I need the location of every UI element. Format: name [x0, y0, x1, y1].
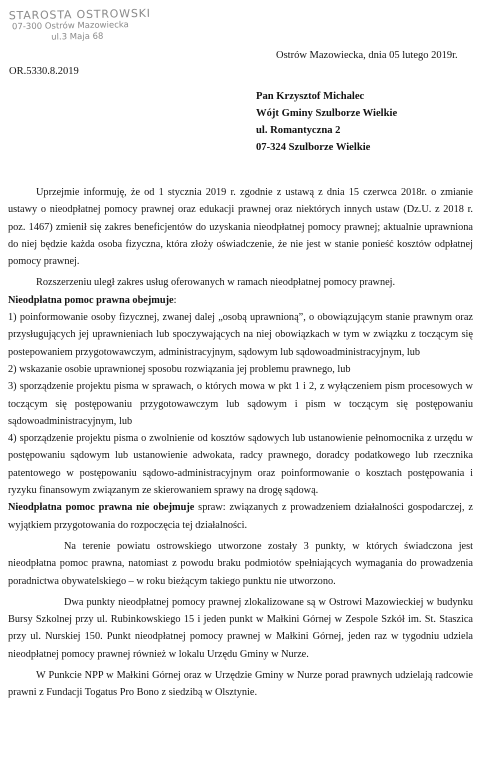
- list-item: 3) sporządzenie projektu pisma w sprawach, o których mowa w pkt 1 i 2, z wyłączeniem pism procesowych w toczącym się postępowaniu przygotowawczym lub sądowym i pism w toczącym się postępowaniu sądowoadministracyjnym, lub: [8, 381, 473, 427]
- reference-number: OR.5330.8.2019: [9, 66, 79, 77]
- excludes-heading: Nieodpłatna pomoc prawna nie obejmuje: [8, 502, 195, 514]
- stamp-street: ul.3 Maja 68: [51, 31, 104, 43]
- recipient-name: Pan Krzysztof Michalec: [256, 91, 365, 102]
- excludes-paragraph: [8, 499, 473, 534]
- paragraph-locations: Dwa punkty nieodpłatnej pomocy prawnej zlokalizowane są w Ostrowi Mazowieckiej w budynku Bursy Szkolnej przy ul. Rubinkowskiego 15 i jeden punkt w Małkini Górnej w Zespole Szkół im. St. Staszica przy ul. Nurskiej 150. Punkt nieodpłatnej pomocy prawnej w Małkini Górnej, jeden raz w tygodniu udziela nieodpłatnej pomocy prawnej również w lokalu Urzędu Gminy w Nurze.: [8, 596, 473, 660]
- list-item: 2) wskazanie osobie uprawnionej sposobu rozwiązania jej problemu prawnego, lub: [8, 363, 351, 375]
- stamp-title: STAROSTA OSTROWSKI: [8, 6, 151, 23]
- includes-heading-line: [8, 292, 473, 309]
- includes-colon: :: [173, 294, 177, 306]
- list-item: 1) poinformowanie osoby fizycznej, zwanej dalej „osobą uprawnioną”, o obowiązującym stanie prawnym oraz przysługujących jej uprawnieniach lub spoczywających na niej obowiązkach w tym w związku z toczącym się postepowaniem przygotowawczym, administracyjnym, sądowym lub sądowoadministracyjnym, lub: [8, 312, 473, 358]
- paragraph-advisors: W Punkcie NPP w Małkini Górnej oraz w Urzędzie Gminy w Nurze porad prawnych udzielają radcowie prawni z Fundacji Togatus Pro Bono z siedzibą w Olsztynie.: [8, 670, 473, 699]
- recipient-street: ul. Romantyczna 2: [256, 125, 341, 136]
- recipient-title: Wójt Gminy Szulborze Wielkie: [256, 108, 398, 119]
- stamp-postal: 07-300 Ostrów Mazowiecka: [11, 20, 129, 33]
- recipient-address: [256, 88, 397, 156]
- paragraph-intro: Uprzejmie informuję, że od 1 stycznia 2019 r. zgodnie z ustawą z dnia 15 czerwca 2018r. o zmianie ustawy o nieodpłatnej pomocy prawnej oraz edukacji prawnej oraz niektórych innych ustaw (Dz.U. z 2018 r. poz. 1467) zmienił się zakres beneficjentów do uzyskania nieodpłatnej pomocy prawnej; aktualnie uprawniona do niej będzie każda osoba fizyczna, która złoży oświadczenie, że nie jest w stanie ponieść kosztów odpłatnej pomocy prawnej.: [8, 187, 473, 268]
- letter-body: [8, 184, 473, 702]
- recipient-city: 07-324 Szulborze Wielkie: [256, 142, 371, 153]
- list-item: 4) sporządzenie projektu pisma o zwolnienie od kosztów sądowych lub ustanowienie pełnomocnika z urzędu w postępowaniu sądowym lub ustanowienie adwokata, radcy prawnego, doradcy podatkowego lub rzecznika patentowego w postępowaniu sądowo-administracyjnym oraz poinformowanie o kosztach postępowania i ryzyku finansowym związanym ze skierowaniem sprawy na drogę sądową.: [8, 433, 473, 497]
- paragraph-points: Na terenie powiatu ostrowskiego utworzone zostały 3 punkty, w których świadczona jest nieodpłatna pomoc prawna, natomiast z powodu braku podmiotów spełniających wymagania do prowadzenia poradnictwa obywatelskiego – w roku bieżącym takiego punktu nie utworzono.: [8, 540, 473, 587]
- office-stamp: [9, 7, 160, 45]
- paragraph-scope: Rozszerzeniu uległ zakres usług oferowanych w ramach nieodpłatnej pomocy prawnej.: [36, 277, 396, 289]
- includes-heading: Nieodpłatna pomoc prawna obejmuje: [8, 294, 174, 306]
- excludes-text: spraw: związanych z prowadzeniem działalności gospodarczej, z wyjątkiem przygotowania do rozpoczęcia tej działalności.: [8, 502, 474, 531]
- place-and-date: Ostrów Mazowiecka, dnia 05 lutego 2019r.: [276, 50, 458, 61]
